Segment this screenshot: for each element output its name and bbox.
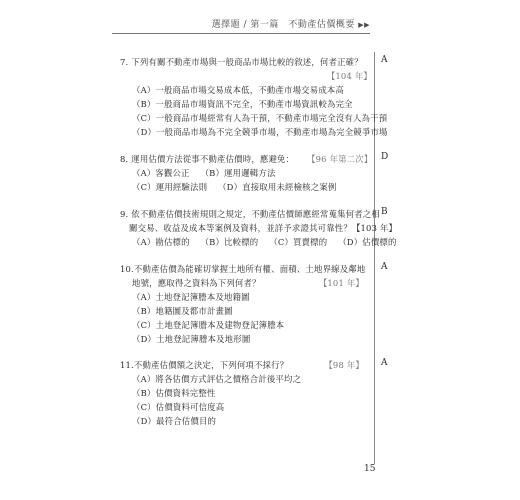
option-d: （D）直接取用未經檢核之案例 — [218, 182, 337, 192]
answer-9: B — [381, 207, 388, 217]
header-title: 選擇題 / 第一篇 不動產估價概要 — [211, 20, 355, 30]
question-number: 7. — [120, 57, 129, 67]
options-row — [120, 166, 372, 180]
option-c: （C）運用經驗法則 — [132, 182, 208, 192]
question-stem — [120, 207, 380, 221]
question-text: 不動產估價為能確切掌握土地所有權、面積、土地界線及鄰地 — [133, 264, 366, 274]
question-8 — [120, 152, 372, 194]
question-stem — [120, 55, 372, 69]
header-rule — [112, 33, 370, 34]
answer-7: A — [381, 55, 388, 65]
question-text-continued: 關交易、收益及成本等案例及資料，並詳予求證其可靠性？【103 年】 — [129, 223, 398, 233]
option-c: （C）估價資料可信度高 — [132, 402, 225, 412]
option-c: （C）買賣標的 — [269, 237, 328, 247]
exam-year-tag: 【98 年】 — [324, 360, 364, 370]
answer-8: D — [381, 152, 389, 162]
option-b: （B）比較標的 — [200, 237, 259, 247]
exam-year-tag: 【96 年第二次】 — [307, 154, 373, 164]
page-number: 15 — [364, 464, 376, 474]
option-a: （A）將各估價方式評估之價格合計後平均之 — [132, 374, 302, 384]
option-b: （B）估價資料完整性 — [132, 388, 216, 398]
answer-11: A — [381, 358, 388, 368]
option-b: （B）地籍圖及都市計畫圖 — [132, 306, 233, 316]
options-row — [120, 235, 397, 249]
question-number: 11. — [120, 360, 134, 370]
question-11 — [120, 358, 372, 428]
option-c: （C）一般商品市場經常有人為干預，不動產市場完全沒有人為干預 — [132, 113, 388, 123]
question-text-continued-text: 地號，應取得之資料為下列何者？ — [132, 278, 261, 288]
question-stem — [120, 358, 372, 372]
answer-10: A — [381, 262, 388, 272]
exam-year-tag: 【101 年】 — [318, 278, 364, 288]
options-row — [120, 180, 372, 194]
question-7 — [120, 55, 388, 139]
question-text: 下列有關不動產市場與一般商品市場比較的敘述，何者正確？ — [131, 57, 363, 67]
exam-year-tag: 【104 年】 — [326, 71, 372, 81]
running-header — [212, 17, 370, 30]
double-chevron-right-icon: ▶▶ — [358, 21, 370, 29]
question-10 — [120, 262, 372, 346]
option-a: （A）客觀公正 — [132, 168, 190, 178]
option-b: （B）運用邏輯方法 — [200, 168, 276, 178]
question-stem — [120, 262, 372, 276]
option-d: （D）一般商品市場為不完全競爭市場，不動產市場為完全競爭市場 — [132, 127, 388, 137]
option-d: （D）最符合估價目的 — [132, 416, 217, 426]
option-c: （C）土地登記簿謄本及建物登記簿謄本 — [132, 320, 285, 330]
question-9 — [120, 207, 398, 249]
option-d: （D）估價標的 — [338, 237, 397, 247]
option-a: （A）一般商品市場交易成本低，不動產市場交易成本高 — [132, 85, 345, 95]
question-number: 8. — [120, 154, 129, 164]
question-text: 依不動產估價技術規則之規定，不動產估價師應經常蒐集何者之相 — [131, 209, 380, 219]
question-number: 9. — [120, 209, 129, 219]
option-a: （A）勘估標的 — [132, 237, 190, 247]
question-text: 不動產估價額之決定，下列何項不採行？ — [133, 360, 289, 370]
question-text-continued — [120, 276, 372, 290]
question-number: 10. — [120, 264, 134, 274]
question-text: 運用估價方法從事不動產估價時，應避免： — [131, 154, 295, 164]
option-d: （D）土地登記簿謄本及地形圖 — [132, 334, 251, 344]
question-stem — [120, 152, 372, 166]
option-b: （B）一般商品市場資訊不完全，不動產市場資訊較為完全 — [132, 99, 353, 109]
option-a: （A）土地登記簿謄本及地籍圖 — [132, 292, 250, 302]
